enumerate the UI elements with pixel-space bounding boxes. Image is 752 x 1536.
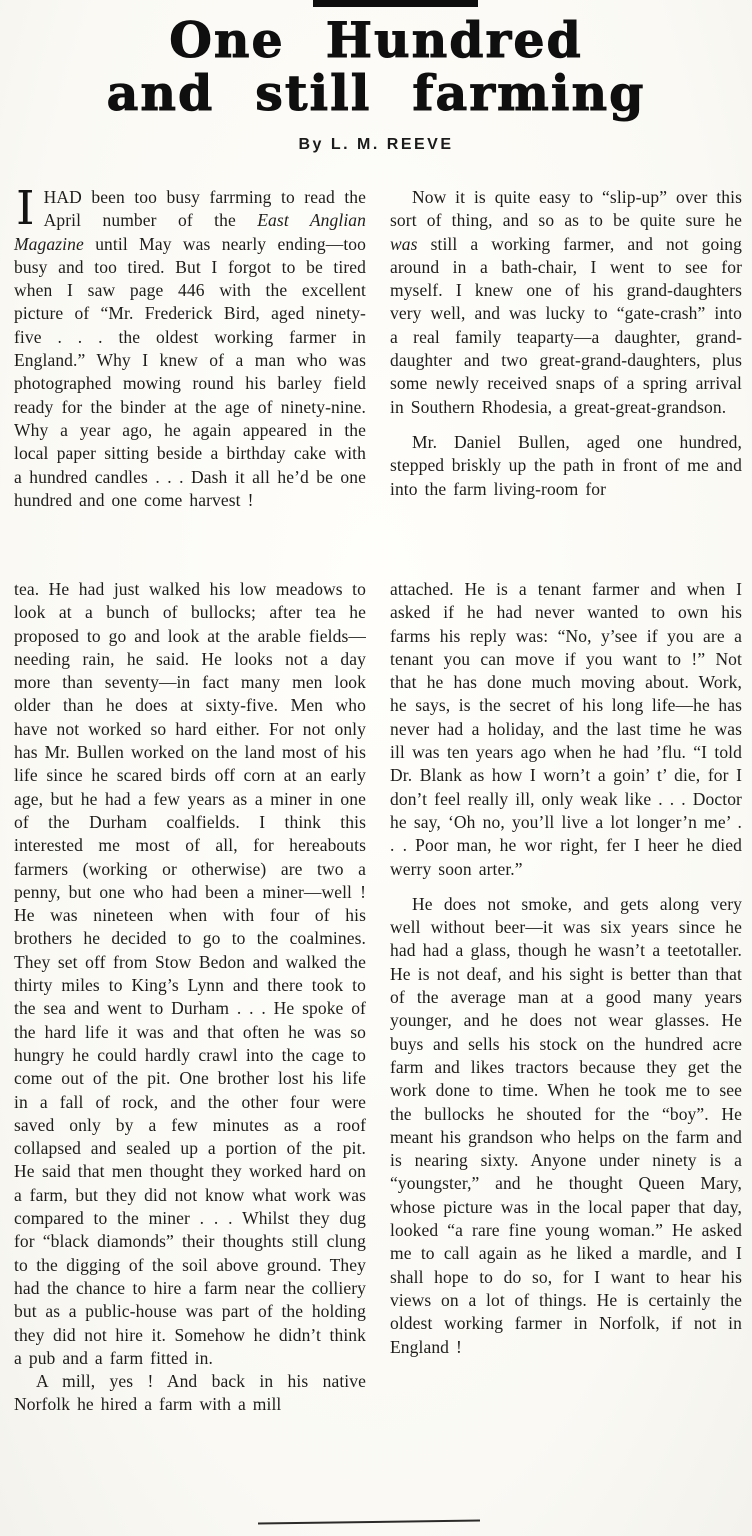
dropcap: I <box>16 181 35 236</box>
footer-rule <box>258 1519 480 1524</box>
article-band-1 <box>0 181 752 554</box>
emphasis-italic: was <box>390 233 418 254</box>
paragraph-continuation: tea. He had just walked his low meadows to look at a bunch of bullocks; after tea he proposed to go and look at the arable fields—needing rain, he said. He looks not a day more than seventy—in fact many men look older than he does at sixty-five. Men who have not worked so hard either. For not only has Mr. Bullen worked on the land most of his life since he scared birds off corn at an early age, but he had a few years as a miner in one of the Durham coalfields. I think this interested me most of all, for hereabouts farmers (working or otherwise) are two a penny, but one who had been a miner—well ! He was nineteen when with four of his brothers he decided to go to the coalmines. They set off from Stow Bedon and walked the thirty miles to King’s Lynn and there took to the sea and went to Durham . . . He spoke of the hard life it was and that often he was so hungry he could hardly crawl into the cage to come out of the pit. One brother lost his life in a fall of rock, and the other four were saved only by a few minutes as a roof collapsed and sealed up a portion of the pit. He said that men thought they worked hard on a farm, but they did not know what work was compared to the miner . . . Whilst they dug for “black diamonds” their thoughts still clung to the digging of the soil above ground. They had the chance to hire a farm near the colliery but as a public-house was part of the holding they did not hire it. Somehow he didn’t think a pub and a farm fitted in. <box>14 579 366 1368</box>
column-right-band1 <box>390 186 742 554</box>
paragraph: He does not smoke, and gets along very well without beer—it was six years since he had had a glass, though he wasn’t a teetotaller. He is not deaf, and his sight is better than that of the average man at a good many years younger, and he does not wear glasses. He buys and sells his stock on the hundred acre farm and likes tractors because they get the work done to time. When he took me to see the bullocks he shouted for the “boy”. He meant his grandson who helps on the farm and is nearing sixty. Anyone under ninety is a “youngster,” and he thought Queen Mary, whose picture was in the local paper that day, looked “a rare fine young woman.” He asked me to call again as he liked a mardle, and I shall hope to do so, for I want to hear his views on a lot of things. He is certainly the oldest working farmer in Norfolk, if not in England ! <box>390 893 742 1357</box>
paragraph-text: still a working farmer, and not going around in a bath-chair, I went to see for myself. I knew one of his grand-daughters very well, and was lucky to “gate-crash” into a real family teaparty—a daughter, grand-daughter and two great-grand-daughters, plus some newly received snaps of a spring arrival in Southern Rhodesia, a great-great-grandson. <box>390 233 742 417</box>
page-title <box>0 11 752 122</box>
paragraph-text: HAD been too busy farrming to read the April number of the <box>43 187 366 231</box>
page-title-line2: and still farming <box>106 64 646 122</box>
paragraph-text: until May was nearly ending—too busy and too tired. But I forgot to be tired when I saw page 446 with the excellent picture of “Mr. Frederick Bird, aged ninety-five . . . the oldest working farmer in England.” Why I knew of a man who was photographed mowing round his barley field ready for the binder at the age of ninety-nine. Why a year ago, he again appeared in the local paper sitting beside a birthday cake with a hundred candles . . . Dash it all he’d be one hundred and one come harvest ! <box>14 233 366 510</box>
column-right-band2 <box>390 578 742 1417</box>
paragraph <box>390 186 742 419</box>
column-left-band2 <box>14 578 366 1417</box>
page-title-line1: One Hundred <box>169 11 583 69</box>
page-edge-ink-bar <box>313 0 478 7</box>
masthead <box>0 0 752 154</box>
byline: By L. M. REEVE <box>298 136 454 153</box>
magazine-name-italic: East Anglian Magazine <box>14 210 366 254</box>
column-left-band1 <box>14 181 366 554</box>
paragraph-text: Now it is quite easy to “slip-up” over this sort of thing, and so as to be quite sure he <box>390 187 742 231</box>
paragraph: A mill, yes ! And back in his native Norfolk he hired a farm with a mill <box>14 1371 366 1415</box>
paragraph-continuation: attached. He is a tenant farmer and when I asked if he had never wanted to own his farms his reply was: “No, y’see if you are a tenant you can move if you want to !” Not that he has done much moving about. Work, he says, is the secret of his long life—he has never had a holiday, and the last time he was ill was ten years ago when he had ’flu. “I told Dr. Blank as how I worn’t a goin’ t’ die, for I don’t feel really ill, only weak like . . . Doctor he say, ‘Oh no, you’ll live a lot longer’n me’ . . . Poor man, he wor right, fer I heer he died werry soon arter.” <box>390 579 742 879</box>
paragraph-lead <box>14 181 366 512</box>
paragraph: Mr. Daniel Bullen, aged one hundred, stepped briskly up the path in front of me and into the farm living-room for <box>390 431 742 499</box>
article-band-2 <box>0 578 752 1417</box>
